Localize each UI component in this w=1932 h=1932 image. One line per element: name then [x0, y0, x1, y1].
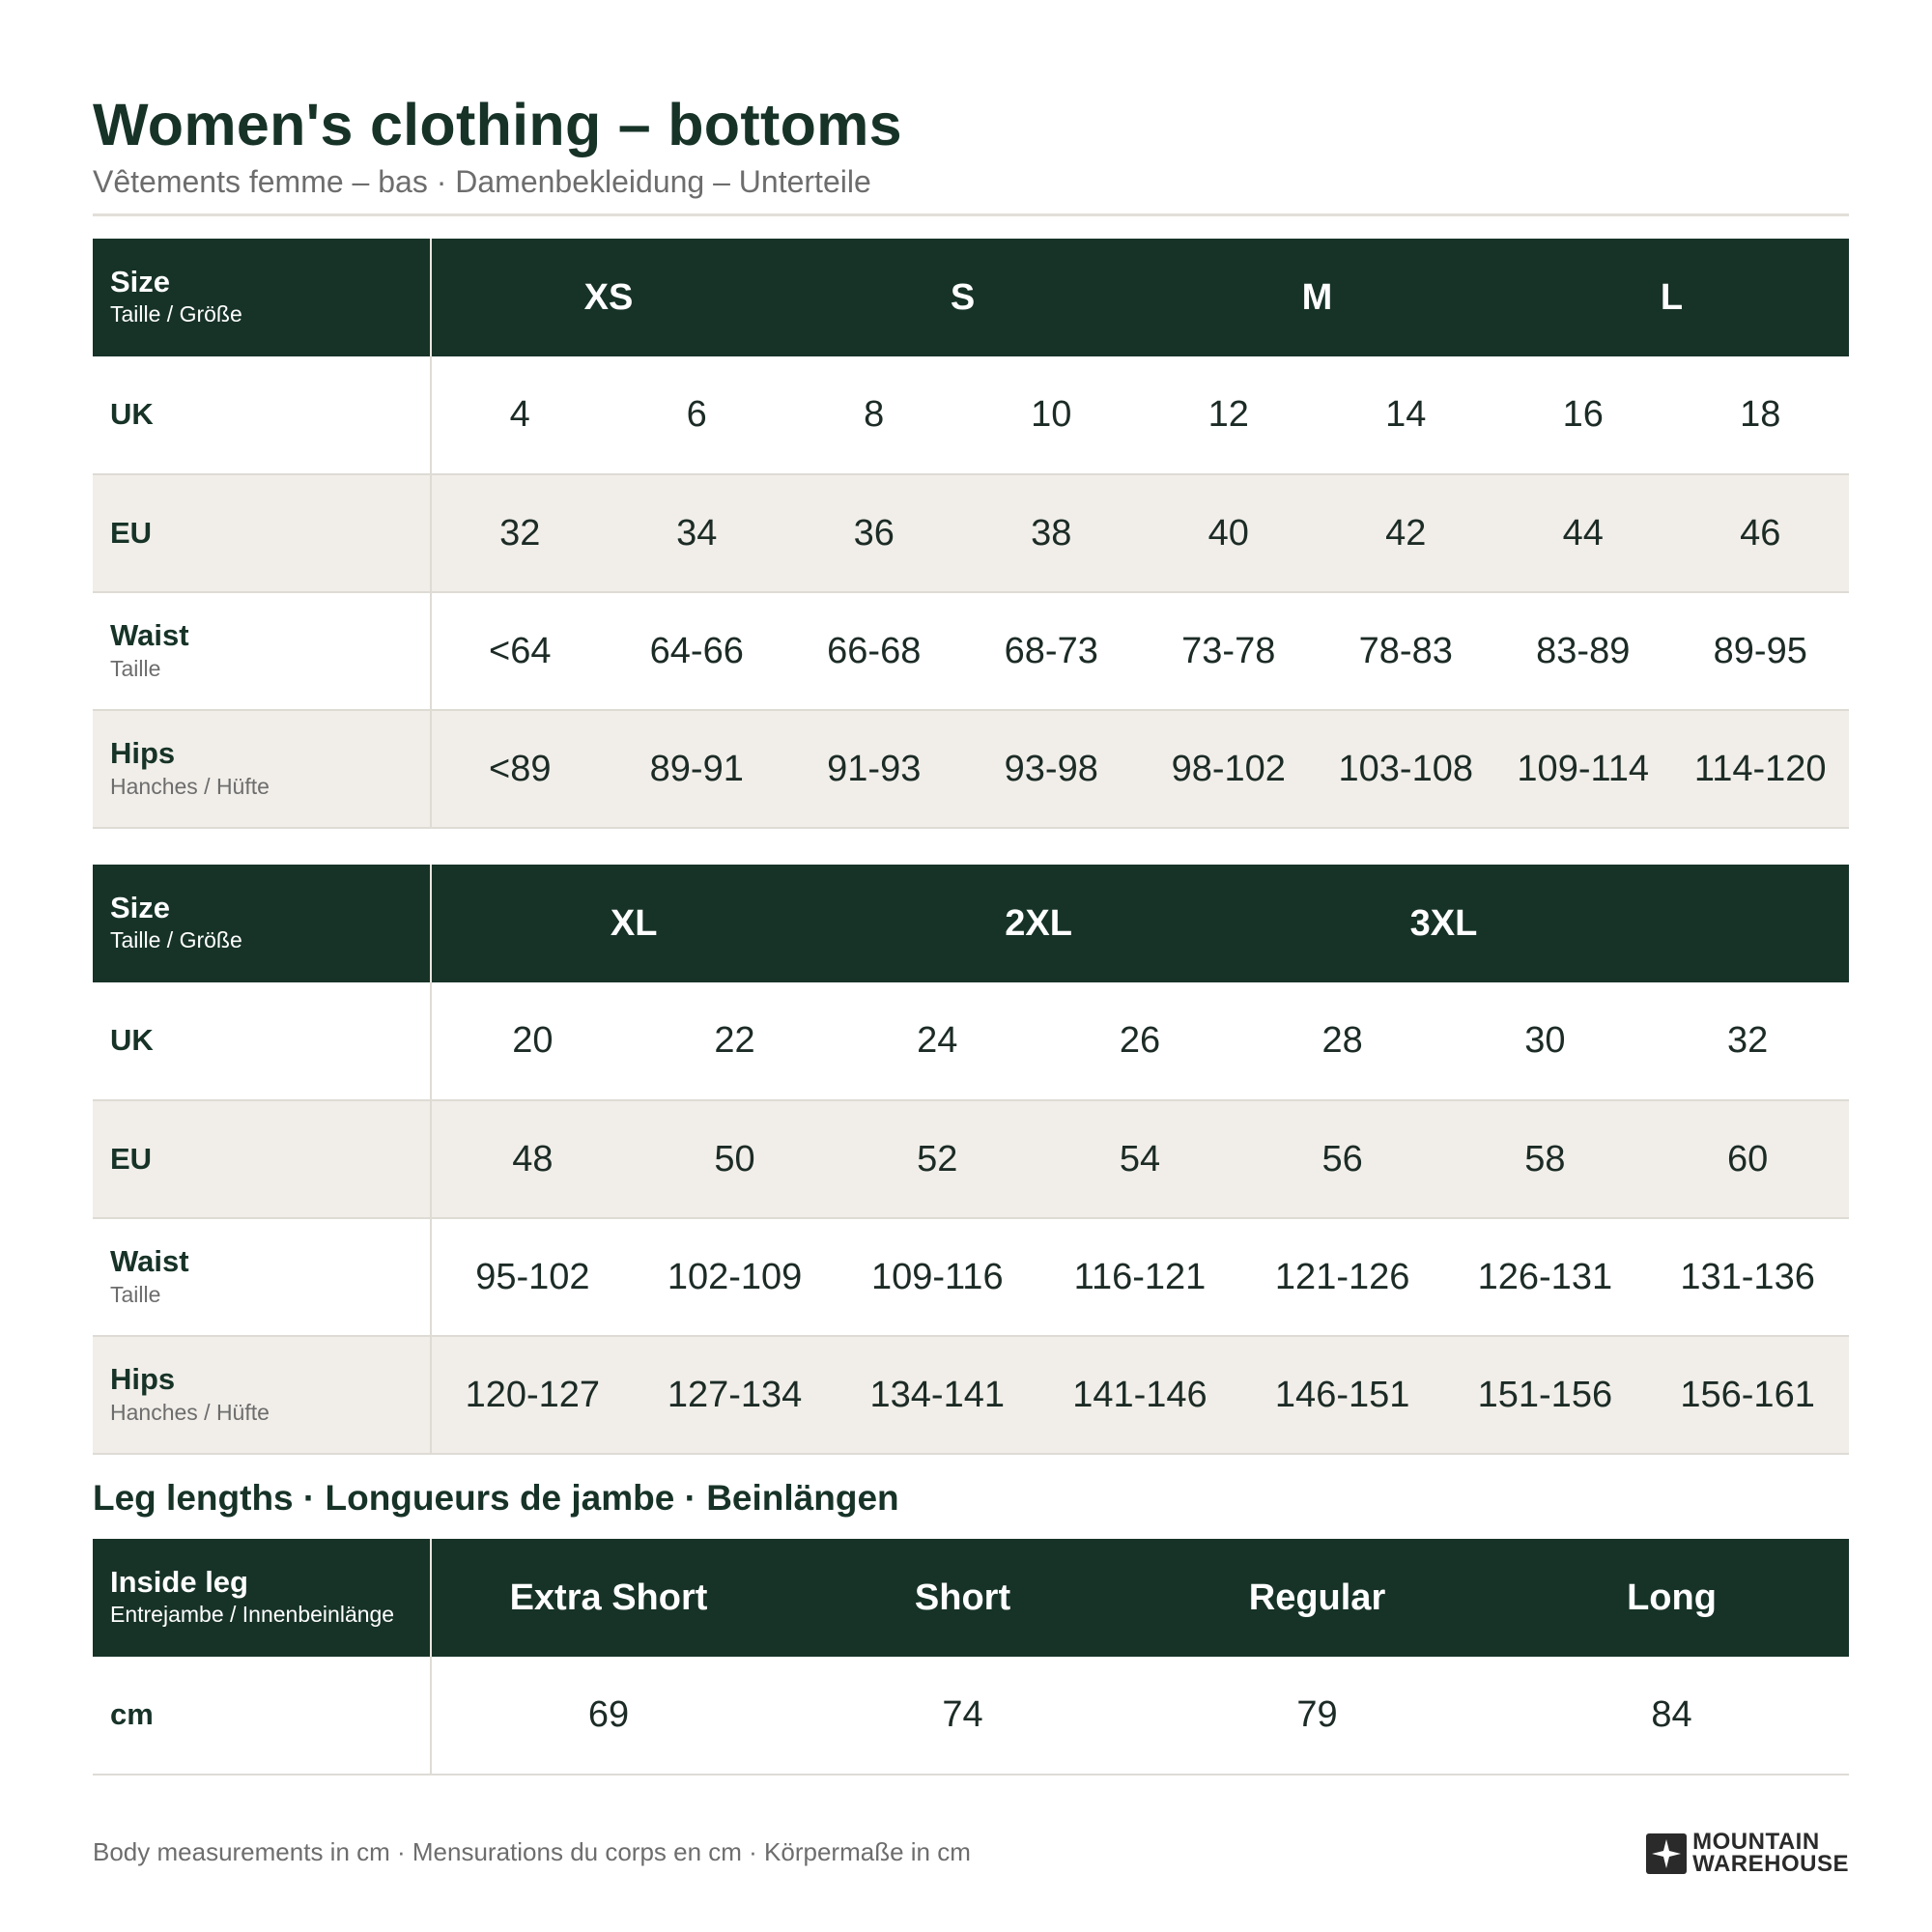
table-cell: 89-91 [649, 748, 744, 789]
row-label-sub: Hanches / Hüfte [110, 774, 270, 800]
row-label-main: UK [110, 1023, 154, 1058]
logo-wordmark [1692, 1829, 1849, 1877]
table-row-cm [93, 1657, 1849, 1775]
size-label: Size [110, 890, 171, 924]
table-row-waist [93, 1218, 1849, 1336]
table-cell: 54 [1119, 1138, 1161, 1179]
table-cell: 95-102 [475, 1256, 590, 1297]
table-cell: 40 [1208, 512, 1249, 554]
table-cell: 24 [917, 1020, 958, 1061]
row-label-uk [93, 982, 431, 1100]
row-label-main: UK [110, 397, 154, 432]
table-cell: 116-121 [1073, 1256, 1207, 1297]
table-cell: 121-126 [1274, 1256, 1410, 1297]
row-label-main: Hips [110, 736, 176, 771]
size-table-xl-3xl [93, 865, 1849, 1455]
row-label-sub: Hanches / Hüfte [110, 1400, 270, 1426]
length-long: Long [1627, 1577, 1717, 1618]
table-cell: 98-102 [1171, 748, 1286, 789]
row-label-sub: Taille [110, 1282, 161, 1308]
title-divider [93, 213, 1849, 216]
table-cell: 64-66 [649, 630, 744, 671]
table-row-hips [93, 710, 1849, 828]
table-cell: 32 [1726, 1020, 1769, 1061]
row-label-waist [93, 592, 431, 710]
table-cell: 42 [1385, 512, 1427, 554]
table-cell: 120-127 [465, 1374, 601, 1415]
table-cell: 46 [1740, 512, 1781, 554]
table-cell: 69 [587, 1694, 630, 1735]
row-label-hips [93, 1336, 431, 1454]
inside-leg-header-label [93, 1539, 431, 1657]
size-header-label [93, 865, 431, 982]
table-cell: 4 [509, 394, 530, 435]
row-label-main: Waist [110, 1244, 189, 1279]
table-cell: 89-95 [1713, 630, 1807, 671]
size-table-xs-l [93, 239, 1849, 829]
table-cell: 10 [1031, 394, 1072, 435]
table-cell: 22 [714, 1020, 755, 1061]
table-cell: 66-68 [827, 630, 922, 671]
mountain-warehouse-logo-icon [1646, 1833, 1687, 1874]
size-xs: XS [583, 276, 634, 318]
table-row-uk [93, 982, 1849, 1100]
size-header-row [93, 239, 1849, 356]
table-cell: 56 [1321, 1138, 1363, 1179]
table-cell: 58 [1524, 1138, 1566, 1179]
table-row-waist [93, 592, 1849, 710]
length-extra-short: Extra Short [509, 1577, 708, 1618]
table-cell: 114-120 [1693, 748, 1827, 789]
row-label-sub: Taille [110, 656, 161, 682]
table-cell: 52 [917, 1138, 958, 1179]
page-subtitle: Vêtements femme – bas · Damenbekleidung – Unterteile [93, 164, 871, 199]
table-cell: 20 [512, 1020, 554, 1061]
table-cell: 131-136 [1680, 1256, 1815, 1297]
measurements-footnote: Body measurements in cm · Mensurations du corps en cm · Körpermaße in cm [93, 1837, 971, 1866]
row-label-main: EU [110, 515, 153, 550]
row-label-eu [93, 474, 431, 592]
row-label-uk [93, 356, 431, 474]
table-cell: 93-98 [1004, 748, 1098, 789]
table-cell: 109-114 [1517, 748, 1650, 789]
size-header-label [93, 239, 431, 356]
table-cell: 83-89 [1536, 630, 1631, 671]
table-cell: 156-161 [1680, 1374, 1815, 1415]
table-cell: 32 [499, 512, 541, 554]
row-label-main: cm [110, 1697, 154, 1732]
table-cell: 14 [1385, 394, 1427, 435]
table-cell: 141-146 [1072, 1374, 1208, 1415]
brand-logo [1646, 1829, 1849, 1877]
table-cell: 126-131 [1477, 1256, 1613, 1297]
table-cell: 34 [676, 512, 718, 554]
table-cell: 18 [1740, 394, 1781, 435]
table-cell: 16 [1562, 394, 1604, 435]
table-cell: 26 [1119, 1020, 1161, 1061]
table-cell: 50 [714, 1138, 755, 1179]
size-3xl: 3XL [1409, 902, 1478, 944]
table-cell: 146-151 [1274, 1374, 1410, 1415]
size-xl: XL [610, 902, 658, 944]
table-cell: <64 [489, 630, 552, 671]
page-title: Women's clothing – bottoms [93, 92, 902, 157]
table-cell: 78-83 [1358, 630, 1453, 671]
leg-header-row [93, 1539, 1849, 1657]
size-empty [1646, 865, 1849, 982]
table-cell: 151-156 [1477, 1374, 1613, 1415]
size-m: M [1301, 276, 1333, 318]
length-short: Short [914, 1577, 1011, 1618]
table-cell: 127-134 [667, 1374, 803, 1415]
logo-line-2: WAREHOUSE [1692, 1850, 1849, 1877]
table-cell: 73-78 [1181, 630, 1276, 671]
table-cell: 91-93 [827, 748, 922, 789]
row-label-hips [93, 710, 431, 828]
logo-line-1: MOUNTAIN [1692, 1829, 1820, 1855]
row-label-main: Hips [110, 1362, 176, 1397]
size-s: S [950, 276, 976, 318]
table-cell: 84 [1651, 1694, 1692, 1735]
table-cell: 8 [864, 394, 885, 435]
table-cell: 6 [686, 394, 707, 435]
table-row-eu [93, 474, 1849, 592]
size-2xl: 2XL [1005, 902, 1072, 944]
table-cell: 38 [1031, 512, 1072, 554]
size-sublabel: Taille / Größe [110, 301, 242, 327]
table-cell: 44 [1562, 512, 1604, 554]
table-cell: 74 [942, 1694, 983, 1735]
inside-leg-sublabel: Entrejambe / Innenbeinlänge [110, 1602, 395, 1628]
table-cell: 12 [1208, 394, 1249, 435]
row-label-eu [93, 1100, 431, 1218]
table-cell: 79 [1296, 1694, 1338, 1735]
table-cell: 36 [853, 512, 895, 554]
row-label-waist [93, 1218, 431, 1336]
table-cell: 30 [1524, 1020, 1566, 1061]
table-cell: 28 [1321, 1020, 1363, 1061]
row-label-cm [93, 1657, 431, 1775]
length-regular: Regular [1248, 1577, 1386, 1618]
table-cell: 48 [512, 1138, 554, 1179]
table-cell: 60 [1726, 1138, 1769, 1179]
table-cell: 68-73 [1004, 630, 1098, 671]
table-cell: <89 [489, 748, 552, 789]
leg-lengths-table [93, 1539, 1849, 1776]
row-label-main: Waist [110, 618, 189, 653]
table-cell: 102-109 [667, 1256, 803, 1297]
table-row-uk [93, 356, 1849, 474]
size-l: L [1660, 276, 1684, 318]
table-cell: 103-108 [1338, 748, 1473, 789]
leg-lengths-title: Leg lengths · Longueurs de jambe · Beinlängen [93, 1478, 899, 1518]
table-row-eu [93, 1100, 1849, 1218]
size-header-row [93, 865, 1849, 982]
size-sublabel: Taille / Größe [110, 927, 242, 953]
table-cell: 134-141 [869, 1374, 1005, 1415]
row-label-main: EU [110, 1141, 153, 1176]
table-row-hips [93, 1336, 1849, 1454]
size-label: Size [110, 264, 171, 298]
inside-leg-label: Inside leg [110, 1564, 248, 1599]
table-cell: 109-116 [870, 1256, 1004, 1297]
